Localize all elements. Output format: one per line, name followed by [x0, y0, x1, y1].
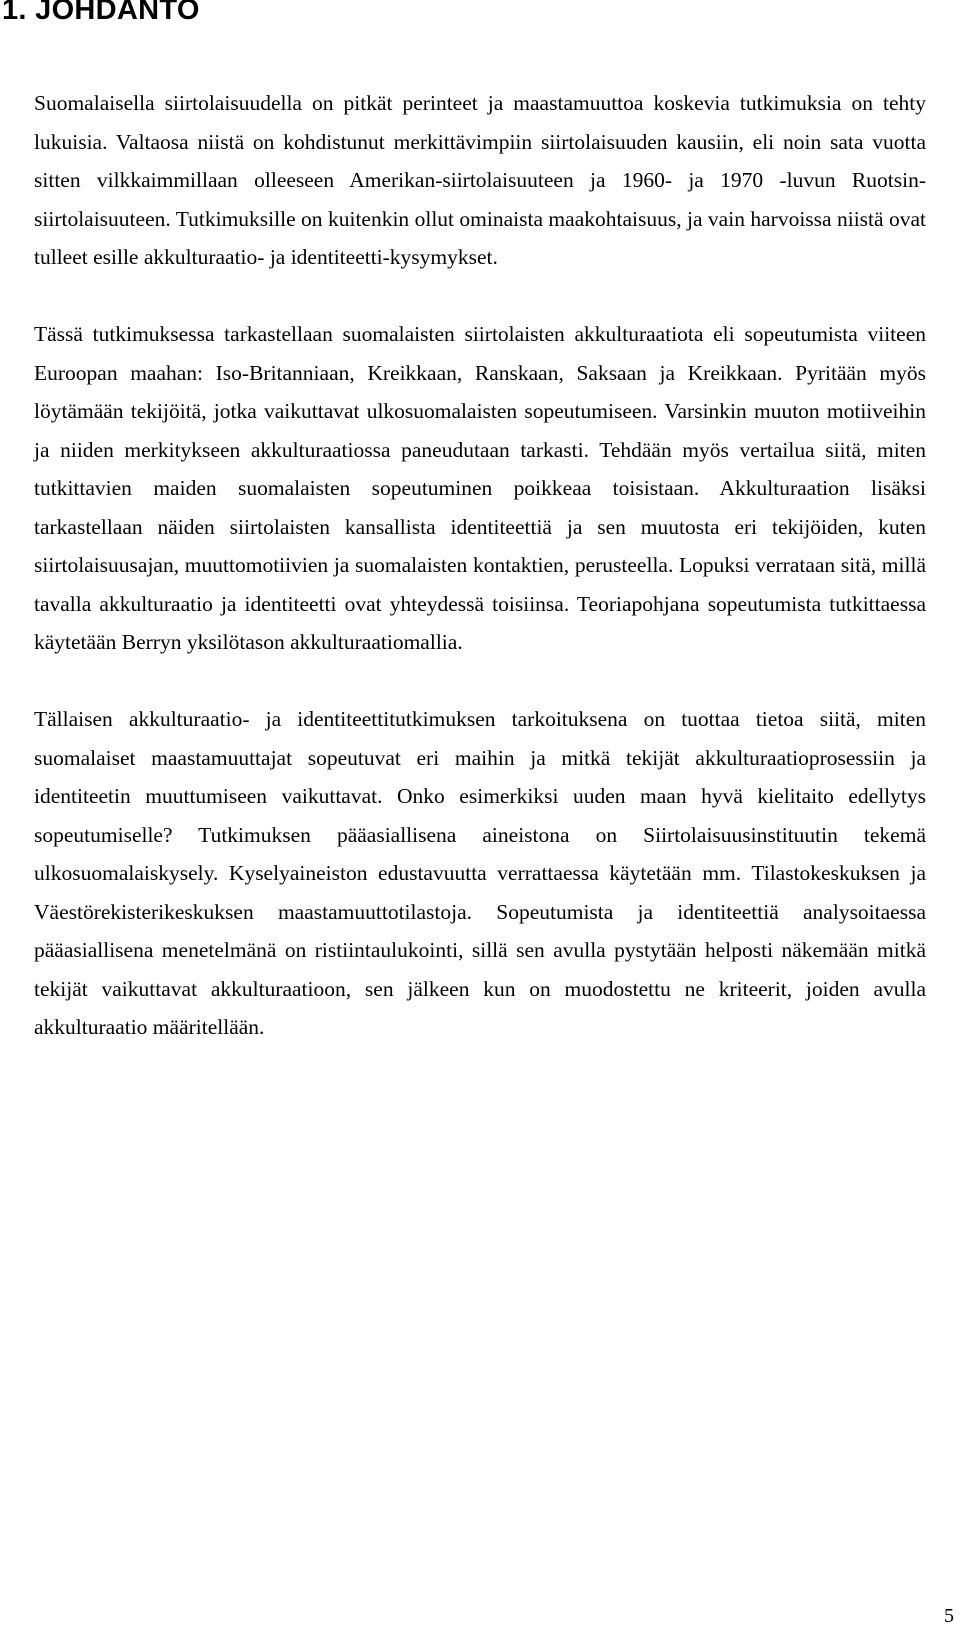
paragraph-2: Tässä tutkimuksessa tarkastellaan suomalaisten siirtolaisten akkulturaatiota eli sopeutumista viiteen Euroopan maahan: Iso-Britanniaan, Kreikkaan, Ranskaan, Saksaan ja Kreikkaan. Pyritään myös löytämään tekijöitä, jotka vaikuttavat ulkosuomalaisten sopeutumiseen. Varsinkin muuton motiiveihin ja niiden merkitykseen akkulturaatiossa paneudutaan tarkasti. Tehdään myös vertailua siitä, miten tutkittavien maiden suomalaisten sopeutuminen poikkeaa toisistaan. Akkulturaation lisäksi tarkastellaan näiden siirtolaisten kansallista identiteettiä ja sen muutosta eri tekijöiden, kuten siirtolaisuusajan, muuttomotiivien ja suomalaisten kontaktien, perusteella. Lopuksi verrataan sitä, millä tavalla akkulturaatio ja identiteetti ovat yhteydessä toisiinsa. Teoriapohjana sopeutumista tutkittaessa käytetään Berryn yksilötason akkulturaatiomallia. — [34, 322, 926, 654]
page-number: 5 — [944, 1605, 954, 1627]
chapter-heading: 1. JOHDANTO — [2, 0, 200, 26]
body-text — [34, 84, 926, 1085]
paragraph-1: Suomalaisella siirtolaisuudella on pitkät perinteet ja maastamuuttoa koskevia tutkimuksia on tehty lukuisia. Valtaosa niistä on kohdistunut merkittävimpiin siirtolaisuuden kausiin, eli noin sata vuotta sitten vilkkaimmillaan olleeseen Amerikan-siirtolaisuuteen ja 1960- ja 1970 -luvun Ruotsin-siirtolaisuuteen. Tutkimuksille on kuitenkin ollut ominaista maakohtaisuus, ja vain harvoissa niistä ovat tulleet esille akkulturaatio- ja identiteetti-kysymykset. — [34, 91, 926, 269]
paragraph-3: Tällaisen akkulturaatio- ja identiteettitutkimuksen tarkoituksena on tuottaa tietoa siitä, miten suomalaiset maastamuuttajat sopeutuvat eri maihin ja mitkä tekijät akkulturaatioprosessiin ja identiteetin muuttumiseen vaikuttavat. Onko esimerkiksi uuden maan hyvä kielitaito edellytys sopeutumiselle? Tutkimuksen pääasiallisena aineistona on Siirtolaisuusinstituutin tekemä ulkosuomalaiskysely. Kyselyaineiston edustavuutta verrattaessa käytetään mm. Tilastokeskuksen ja Väestörekisterikeskuksen maastamuuttotilastoja. Sopeutumista ja identiteettiä analysoitaessa pääasiallisena menetelmänä on ristiintaulukointi, sillä sen avulla pystytään helposti näkemään mitkä tekijät vaikuttavat akkulturaatioon, sen jälkeen kun on muodostettu ne kriteerit, joiden avulla akkulturaatio määritellään. — [34, 707, 926, 1039]
